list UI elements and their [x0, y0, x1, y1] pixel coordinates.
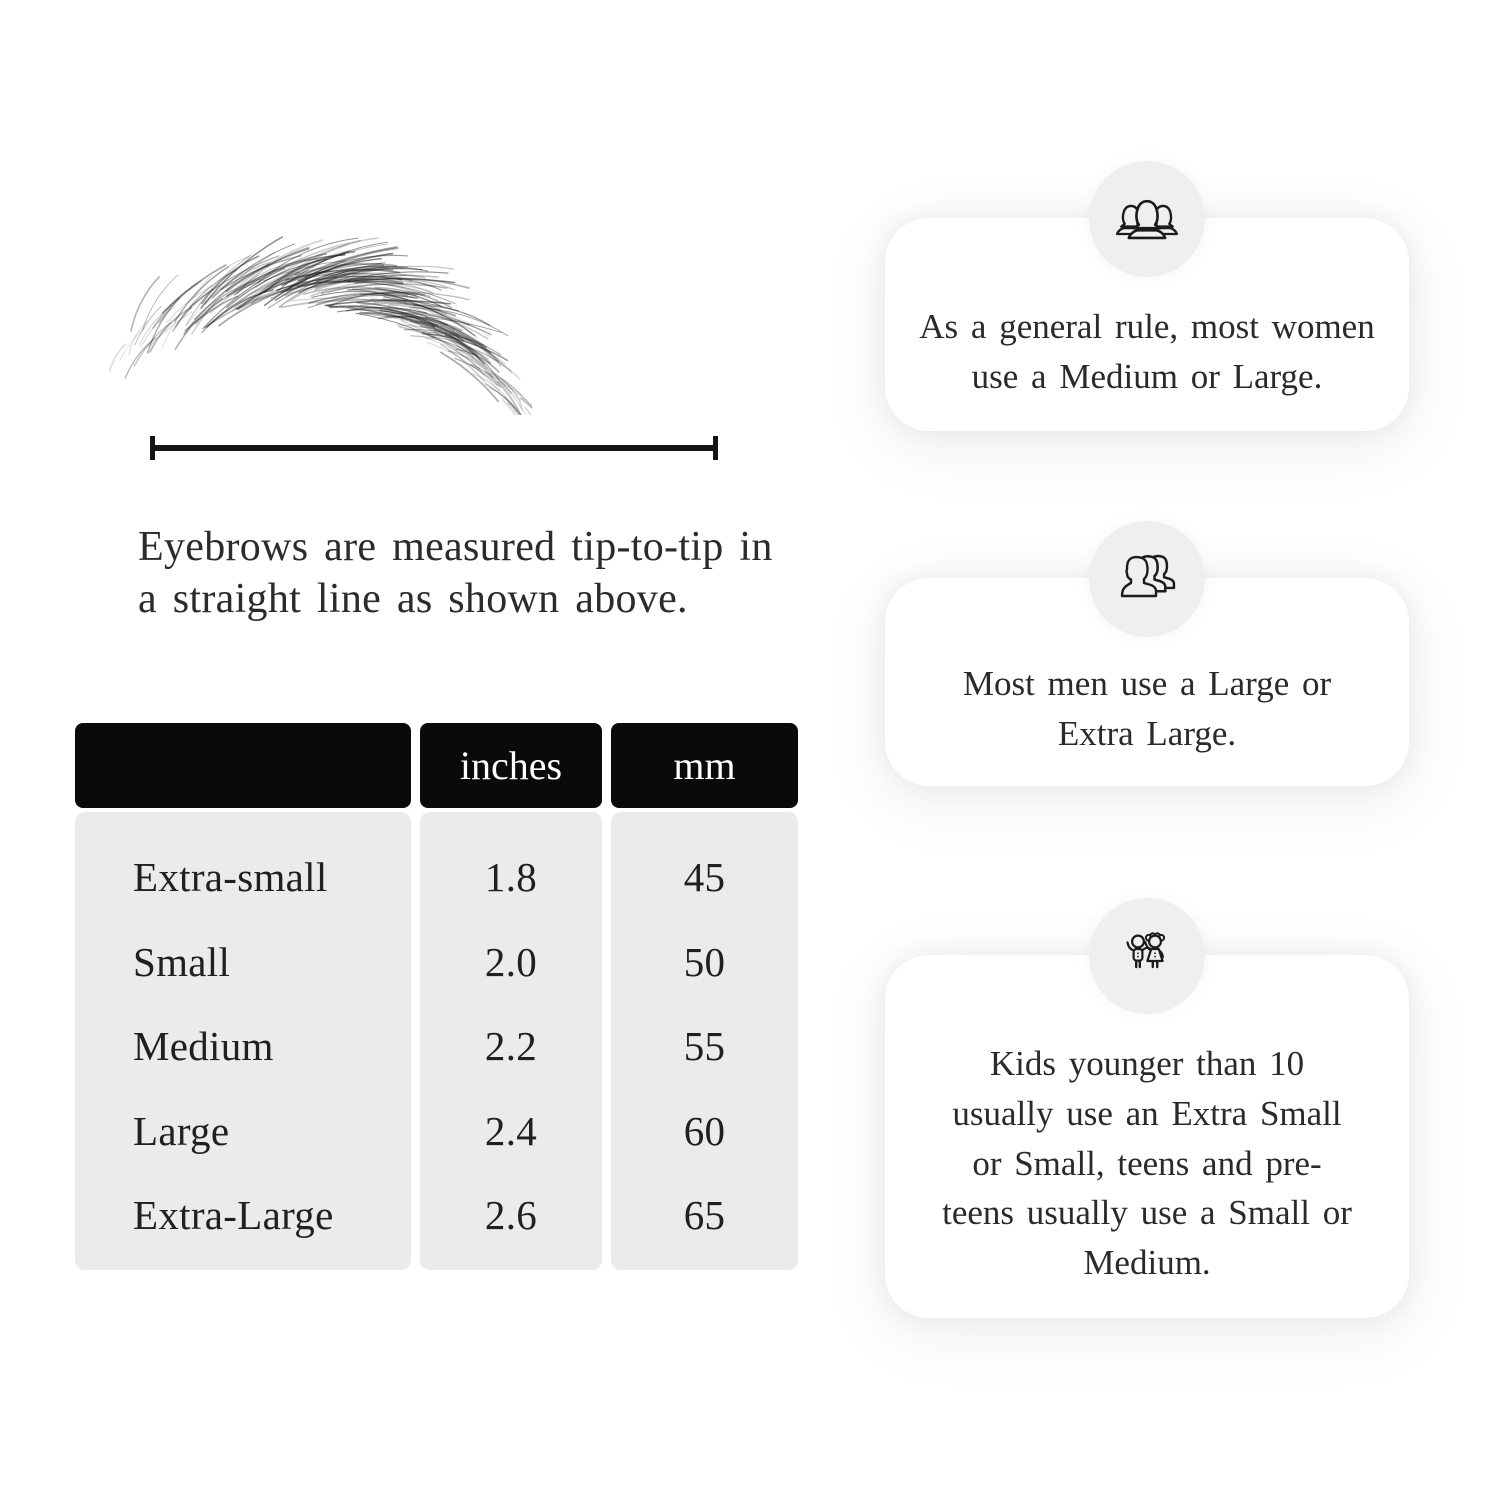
info-card-men [885, 578, 1409, 786]
eyebrow-illustration [108, 219, 532, 415]
size-table-column-mm [611, 812, 798, 1270]
size-table-header-mm: mm [611, 723, 798, 808]
inches-value: 1.8 [484, 854, 538, 901]
mm-value: 65 [683, 1192, 726, 1239]
mm-value: 50 [683, 938, 726, 985]
inches-value: 2.2 [484, 1023, 538, 1070]
size-label: Small [133, 938, 231, 985]
measurement-caption: Eyebrows are measured tip-to-tip in a straight line as shown above. [138, 524, 773, 623]
inches-value: 2.0 [484, 938, 538, 985]
size-table [75, 723, 798, 1270]
inches-value: 2.4 [484, 1107, 538, 1154]
size-label: Large [133, 1107, 230, 1154]
children-icon [1115, 924, 1179, 988]
women-group-icon [1115, 187, 1179, 251]
icon-badge [1089, 898, 1205, 1014]
size-table-column-sizes [75, 812, 411, 1270]
measurement-line-bar [151, 445, 717, 451]
icon-badge [1089, 161, 1205, 277]
size-table-column-inches [420, 812, 602, 1270]
size-label: Extra-small [133, 854, 328, 901]
mm-value: 45 [683, 854, 726, 901]
size-label: Medium [133, 1023, 274, 1070]
inches-value: 2.6 [484, 1192, 538, 1239]
icon-badge [1089, 521, 1205, 637]
card-text: Most men use a Large or Extra Large. [962, 664, 1332, 753]
card-text: As a general rule, most women use a Medium or Large. [919, 306, 1375, 396]
men-group-icon [1115, 547, 1179, 611]
size-label: Extra-Large [133, 1192, 334, 1239]
mm-value: 55 [683, 1023, 726, 1070]
info-card-women [885, 218, 1409, 431]
mm-value: 60 [683, 1107, 726, 1154]
info-card-kids [885, 955, 1409, 1318]
card-text: Kids younger than 10 usually use an Extra Small or Small, teens and pre-teens usually use a Small or Medium. [942, 1044, 1352, 1283]
size-table-header-inches: inches [420, 723, 602, 808]
measurement-line [150, 436, 718, 460]
size-table-header-size [75, 723, 411, 808]
